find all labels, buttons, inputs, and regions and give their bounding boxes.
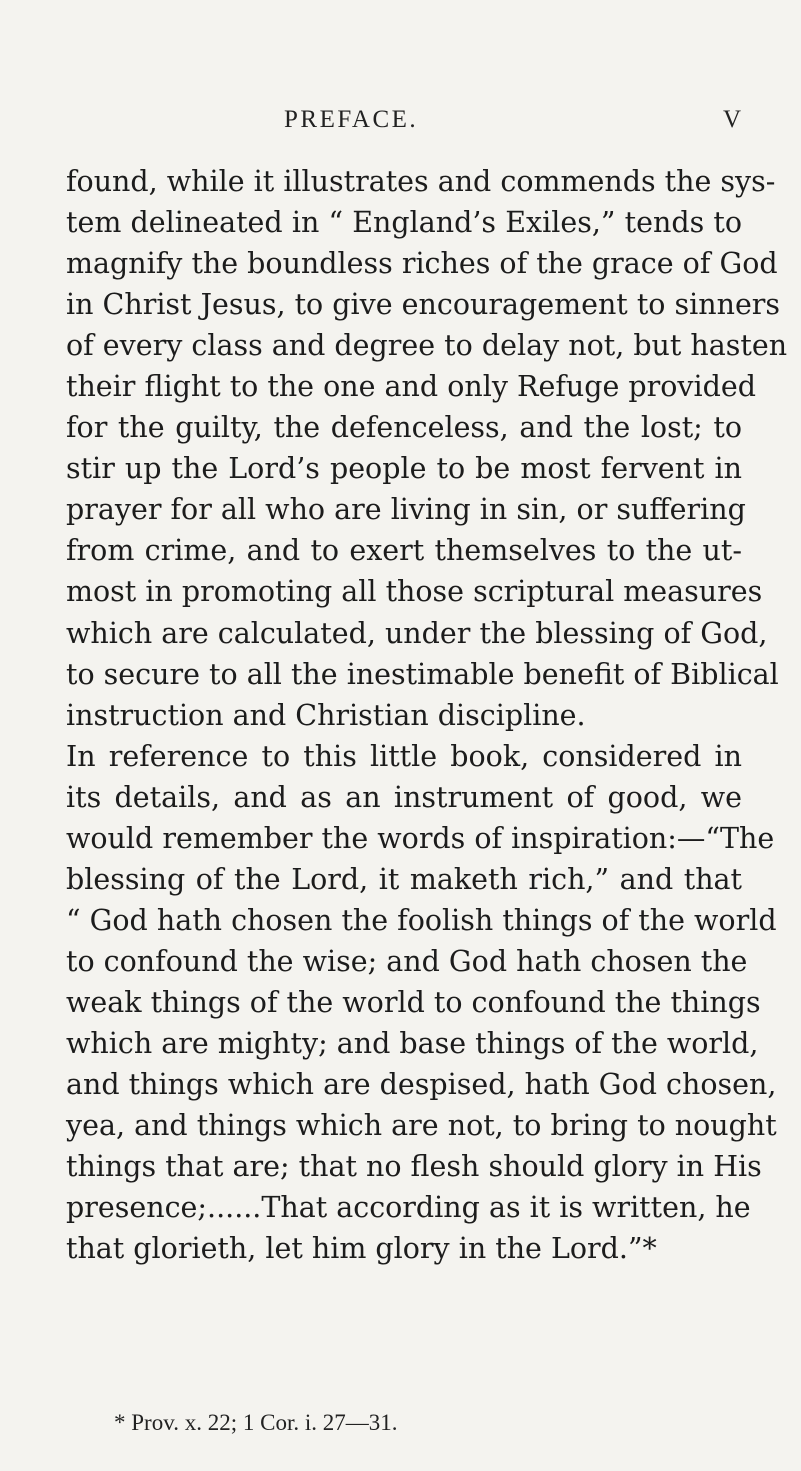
- text-line: of every class and degree to delay not, but hasten: [66, 329, 788, 363]
- text-line: yea, and things which are not, to bring to nought: [66, 1109, 777, 1143]
- text-line: found, while it illustrates and commends the sys-: [66, 165, 776, 198]
- text-line: from crime, and to exert themselves to the ut-: [66, 534, 742, 568]
- text-line: its details, and as an instrument of good, we: [66, 780, 742, 814]
- text-line: magnify the boundless riches of the grace of God: [66, 247, 778, 281]
- text-line: most in promoting all those scriptural measures: [66, 575, 763, 609]
- text-line: things that are; that no flesh should glory in His: [66, 1150, 762, 1184]
- page-number: V: [723, 106, 742, 133]
- text-line: for the guilty, the defenceless, and the lost; to: [66, 411, 742, 445]
- text-line: their flight to the one and only Refuge provided: [66, 370, 756, 404]
- text-line: “ God hath chosen the foolish things of the world: [66, 903, 777, 937]
- text-line: weak things of the world to confound the things: [66, 985, 761, 1019]
- text-line: would remember the words of inspiration:—“The: [66, 821, 775, 855]
- text-line: instruction and Christian discipline.: [66, 698, 586, 732]
- text-line: tem delineated in “ England’s Exiles,” tends to: [66, 206, 742, 240]
- text-line: in Christ Jesus, to give encouragement to sinners: [66, 288, 781, 322]
- text-line: which are mighty; and base things of the world,: [66, 1026, 759, 1060]
- text-line: that glorieth, let him glory in the Lord.”*: [66, 1232, 657, 1266]
- text-line: which are calculated, under the blessing of God,: [66, 616, 768, 650]
- text-line: presence;......That according as it is written, he: [66, 1191, 751, 1225]
- text-line: stir up the Lord’s people to be most fervent in: [66, 452, 742, 486]
- text-line: to confound the wise; and God hath chosen the: [66, 944, 748, 978]
- text-line: prayer for all who are living in sin, or suffering: [66, 493, 746, 527]
- text-line: and things which are despised, hath God chosen,: [66, 1068, 777, 1102]
- text-line: to secure to all the inestimable benefit of Biblical: [66, 657, 779, 691]
- footnote: * Prov. x. 22; 1 Cor. i. 27—31.: [114, 1410, 398, 1435]
- running-title: PREFACE.: [284, 106, 419, 133]
- running-header: [0, 106, 801, 136]
- text-line: In reference to this little book, considered in: [66, 739, 742, 773]
- body-text: [66, 161, 788, 1269]
- text-line: blessing of the Lord, it maketh rich,” and that: [66, 862, 742, 896]
